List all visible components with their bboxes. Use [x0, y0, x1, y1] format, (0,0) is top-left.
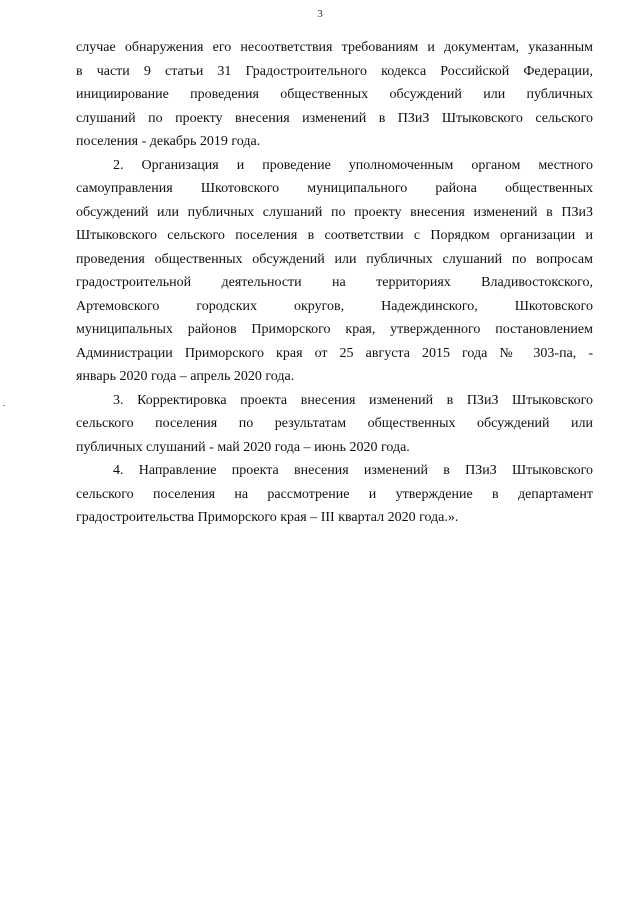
text-line: Штыковского сельского поселения в соответствии с Порядком организации и	[76, 228, 593, 243]
document-body	[76, 36, 593, 530]
text-line: обсуждений или публичных слушаний по проекту внесения изменений в ПЗиЗ	[76, 204, 593, 220]
paragraph-1	[76, 36, 593, 154]
text-line: случае обнаружения его несоответствия требованиям и документам, указанным	[76, 40, 593, 55]
page-number: 3	[317, 8, 323, 20]
text-line: Администрации Приморского края от 25 августа 2015 года № 303-па, -	[76, 345, 593, 361]
text-line: сельского поселения по результатам общественных обсуждений или	[76, 416, 593, 431]
text-line: слушаний по проекту внесения изменений в ПЗиЗ Штыковского сельского	[76, 110, 593, 126]
paragraph-2	[76, 154, 593, 389]
text-line: инициирование проведения общественных обсуждений или публичных	[76, 87, 593, 102]
paragraph-3	[76, 389, 593, 460]
text-line: в части 9 статьи 31 Градостроительного кодекса Российской Федерации,	[76, 63, 593, 79]
scan-margin-mark	[3, 405, 5, 406]
text-line: Артемовского городских округов, Надеждинского, Шкотовского	[76, 298, 593, 314]
paragraph-4	[76, 459, 593, 530]
text-line: 3. Корректировка проекта внесения изменений в ПЗиЗ Штыковского	[113, 392, 593, 408]
text-line: 2. Организация и проведение уполномоченным органом местного	[113, 157, 593, 173]
text-line: самоуправления Шкотовского муниципального района общественных	[76, 181, 593, 196]
text-line: 4. Направление проекта внесения изменений в ПЗиЗ Штыковского	[113, 463, 593, 478]
text-line: градостроительства Приморского края – III квартал 2020 года.».	[76, 510, 459, 525]
text-line: градостроительной деятельности на территориях Владивостокского,	[76, 275, 593, 290]
text-line: поселения - декабрь 2019 года.	[76, 134, 261, 149]
text-line: сельского поселения на рассмотрение и утверждение в департамент	[76, 486, 593, 502]
text-line: публичных слушаний - май 2020 года – июнь 2020 года.	[76, 439, 410, 455]
text-line: муниципальных районов Приморского края, утвержденного постановлением	[76, 322, 593, 337]
text-line: январь 2020 года – апрель 2020 года.	[76, 369, 295, 384]
text-line: проведения общественных обсуждений или публичных слушаний по вопросам	[76, 251, 593, 267]
